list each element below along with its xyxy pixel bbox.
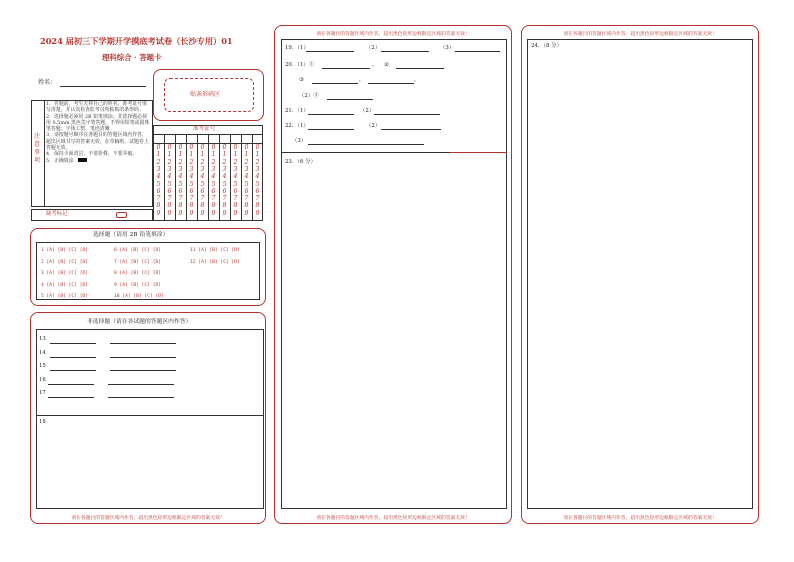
exam-digit-bubble[interactable]: 8 (255, 202, 260, 210)
q21-1-blank[interactable] (308, 114, 354, 115)
notes-list (46, 101, 150, 164)
exam-digit-bubble[interactable]: 2 (178, 158, 183, 166)
note-item-1: 1．答题前，考生先将自己的姓名、准考证号填写清楚，并认真检查监考员所粘贴的条形码； (46, 101, 147, 114)
notes-heading: 注意事项 (34, 133, 41, 164)
exam-digit-bubble[interactable]: 0 (211, 144, 216, 151)
exam-digit-bubble[interactable]: 0 (156, 144, 161, 151)
exam-digit-bubble[interactable]: 9 (189, 209, 194, 217)
exam-digit-bubble[interactable]: 6 (167, 187, 172, 195)
exam-digit-bubble[interactable]: 8 (156, 202, 161, 210)
exam-digit-bubble[interactable]: 8 (189, 202, 194, 210)
choice-row[interactable]: 6 [A] [B] [C] [D] (114, 248, 162, 253)
exam-digit-bubble[interactable]: 0 (222, 144, 227, 151)
exam-digit-bubble[interactable]: 5 (255, 180, 260, 188)
filled-mark-sample (78, 158, 87, 162)
q20-2-blank[interactable] (396, 68, 444, 69)
absent-mark-label: 缺考标记 (46, 211, 68, 217)
fill-number: 14 (39, 349, 46, 356)
q18-number: 18 (39, 419, 46, 425)
q19-1-blank[interactable] (306, 51, 354, 52)
exam-number-label: 准考证号 (193, 126, 216, 132)
note-item-5-text: 5．正确填涂 (46, 157, 74, 164)
exam-digit-bubble[interactable]: 4 (244, 173, 249, 181)
absent-mark-checkbox[interactable] (116, 212, 127, 218)
exam-digit-bubble[interactable]: 1 (178, 151, 183, 159)
fill-blank[interactable] (110, 370, 176, 371)
exam-digit-bubble[interactable]: 2 (156, 158, 161, 166)
nonchoice-title: 非选择题（请在各试题的答题区内作答） (87, 319, 192, 325)
q20-circle2: ② (384, 62, 389, 68)
exam-digit-bubble[interactable]: 8 (244, 202, 249, 210)
fill-number: 13 (39, 336, 46, 342)
choice-row[interactable]: 1 [A] [B] [C] [D] (41, 248, 89, 253)
exam-digit-bubble[interactable]: 8 (178, 202, 183, 210)
q22-2-label: （2） (366, 123, 381, 129)
exam-digit-bubble[interactable]: 1 (244, 151, 249, 159)
notice-col2-top: 请在各题目的答题区域内作答，超出黑色矩形边框限定区域的答案无效！ (316, 32, 470, 37)
exam-digit-bubble[interactable]: 1 (255, 151, 260, 159)
exam-digit-bubble[interactable]: 0 (189, 144, 194, 151)
q20-4-blank[interactable] (327, 99, 373, 100)
fill-blank[interactable] (110, 357, 176, 358)
exam-digit-bubble[interactable]: 7 (156, 195, 161, 203)
q20-label: 20．（1）① (285, 62, 315, 68)
exam-digit-bubble[interactable]: 6 (222, 187, 227, 195)
exam-digit-bubble[interactable]: 0 (255, 144, 260, 151)
q22-label: 22．（1） (285, 123, 309, 129)
exam-digit-bubble[interactable]: 0 (167, 144, 172, 151)
exam-digit-bubble[interactable]: 9 (211, 209, 216, 217)
exam-digit-bubble[interactable]: 4 (255, 173, 260, 181)
note-item-3: 3．请按题号顺序在各题目的答题区域内作答，超出区域书写的答案无效；在草稿纸、试题卷上答题无效。 (46, 132, 149, 152)
barcode-label: 贴条形码区 (190, 91, 221, 98)
exam-digit-bubble[interactable]: 2 (211, 158, 216, 166)
exam-digit-bubble[interactable]: 9 (222, 209, 227, 217)
q20-comma: ， (372, 62, 378, 68)
exam-digit-bubble[interactable]: 8 (222, 202, 227, 210)
exam-digit-bubble[interactable]: 5 (211, 180, 216, 188)
exam-digit-bubble[interactable]: 7 (167, 195, 172, 203)
exam-digit-bubble[interactable]: 3 (244, 165, 249, 173)
exam-digit-bubble[interactable]: 7 (200, 195, 205, 203)
q19-3-label: （3） (440, 45, 455, 51)
exam-digit-bubble[interactable]: 8 (211, 202, 216, 210)
column2-answer-area (281, 39, 507, 509)
exam-digit-bubble[interactable]: 9 (244, 209, 249, 217)
exam-digit-bubble[interactable]: 5 (222, 180, 227, 188)
exam-digit-bubble[interactable]: 9 (255, 209, 260, 217)
exam-digit-bubble[interactable]: 6 (255, 187, 260, 195)
exam-digit-bubble[interactable]: 6 (189, 187, 194, 195)
choice-row[interactable]: 9 [A] [B] [C] [D] (114, 282, 162, 288)
notes-divider (44, 100, 45, 207)
exam-digit-bubble[interactable]: 9 (178, 209, 183, 217)
q18-divider (36, 415, 264, 416)
exam-digit-bubble[interactable]: 5 (189, 180, 194, 188)
column3-answer-area (527, 39, 753, 509)
q19-3-blank[interactable] (455, 51, 500, 52)
exam-digit-bubble[interactable]: 2 (167, 158, 172, 166)
choice-row[interactable]: 11 [A] [B] [C] [D] (190, 248, 240, 253)
exam-digit-bubble[interactable]: 1 (233, 151, 238, 159)
exam-digit-bubble[interactable]: 6 (200, 187, 205, 195)
exam-digit-bubble[interactable]: 3 (167, 165, 172, 173)
exam-digit-bubble[interactable]: 6 (178, 187, 183, 195)
note-item-4: 4．保持卡面清洁，不要折叠、不要弄破。 (46, 151, 138, 158)
q20-3a-blank[interactable] (312, 83, 358, 84)
choice-row[interactable]: 10 [A] [B] [C] [D] (114, 294, 164, 299)
exam-digit-bubble[interactable]: 1 (167, 151, 172, 159)
exam-digit-bubble[interactable]: 1 (200, 151, 205, 159)
exam-digit-bubble[interactable]: 9 (233, 209, 238, 217)
q23-label: 23．（6 分） (285, 159, 316, 165)
fill-blank[interactable] (108, 384, 174, 385)
exam-digit-bubble[interactable]: 7 (222, 195, 227, 203)
fill-blank[interactable] (50, 357, 96, 358)
exam-digit-bubble[interactable]: 8 (200, 202, 205, 210)
q20-3b-blank[interactable] (368, 83, 414, 84)
choice-row[interactable]: 3 [A] [B] [C] [D] (41, 271, 89, 276)
exam-digit-bubble[interactable]: 7 (255, 195, 260, 203)
notice-col2-bottom: 请在各题目的答题区域内作答，超出黑色矩形边框限定区域的答案无效！ (316, 516, 470, 521)
notice-col1: 请在各题目的答题区域内作答，超出黑色矩形边框限定区域的答案无效！ (71, 516, 225, 521)
fill-number: 17 (39, 390, 46, 396)
exam-digit-bubble[interactable]: 3 (233, 165, 238, 173)
choice-row[interactable]: 4 [A] [B] [C] [D] (41, 282, 89, 288)
page-title: 2024 届初三下学期开学摸底考试卷（长沙专用）01 (40, 36, 233, 46)
exam-digit-bubble[interactable]: 1 (222, 151, 227, 159)
exam-digit-bubble[interactable]: 5 (156, 180, 161, 188)
q20-1-blank[interactable] (322, 68, 370, 69)
exam-digit-bubble[interactable]: 6 (156, 187, 161, 195)
exam-digit-bubble[interactable]: 5 (244, 180, 249, 188)
exam-digit-bubble[interactable]: 8 (167, 202, 172, 210)
notice-col3-bottom: 请在各题目的答题区域内作答，超出黑色矩形边框限定区域的答案无效！ (563, 516, 717, 521)
exam-digit-bubble[interactable]: 3 (255, 165, 260, 173)
q20-2-label: （2）③ (299, 93, 319, 99)
exam-digit-bubble[interactable]: 3 (178, 165, 183, 173)
exam-digit-bubble[interactable]: 2 (189, 158, 194, 166)
choice-row[interactable]: 12 [A] [B] [C] [D] (190, 259, 240, 265)
exam-digit-bubble[interactable]: 4 (211, 173, 216, 181)
exam-digit-bubble[interactable]: 4 (222, 173, 227, 181)
fill-number: 15 (39, 363, 46, 369)
exam-digit-bubble[interactable]: 2 (200, 158, 205, 166)
exam-digit-bubble[interactable]: 5 (167, 180, 172, 188)
exam-digit-bubble[interactable]: 6 (233, 187, 238, 195)
exam-digit-bubble[interactable]: 5 (178, 180, 183, 188)
exam-digit-bubble[interactable]: 9 (156, 209, 161, 217)
q21-2-blank[interactable] (374, 114, 440, 115)
exam-digit-bubble[interactable]: 2 (244, 158, 249, 166)
exam-digit-bubble[interactable]: 4 (167, 173, 172, 181)
exam-digit-bubble[interactable]: 2 (222, 158, 227, 166)
exam-digit-bubble[interactable]: 7 (233, 195, 238, 203)
exam-digit-bubble[interactable]: 7 (244, 195, 249, 203)
exam-digit-bubble[interactable]: 3 (222, 165, 227, 173)
q22-2-blank[interactable] (381, 129, 441, 130)
fill-blank[interactable] (110, 343, 176, 344)
q20-comma-3: ， (414, 77, 420, 83)
q22-1-blank[interactable] (308, 129, 354, 130)
choice-row[interactable]: 2 [A] [B] [C] [D] (41, 259, 89, 265)
notice-col3-top: 请在各题目的答题区域内作答，超出黑色矩形边框限定区域的答案无效！ (563, 32, 717, 37)
q24-label: 24．（8 分） (531, 43, 562, 49)
choice-row[interactable]: 5 [A] [B] [C] [D] (41, 294, 89, 299)
exam-digit-bubble[interactable]: 6 (244, 187, 249, 195)
q19-label: 19．（1） (285, 45, 309, 51)
choice-title: 选择题（请用 2B 铅笔填涂） (93, 232, 169, 238)
exam-digit-bubble[interactable]: 4 (156, 173, 161, 181)
fill-blank[interactable] (50, 370, 96, 371)
page-subtitle: 理科综合 · 答题卡 (102, 53, 162, 62)
choice-row[interactable]: 7 [A] [B] [C] [D] (114, 259, 162, 265)
exam-digit-bubble[interactable]: 7 (178, 195, 183, 203)
exam-digit-bubble[interactable]: 3 (211, 165, 216, 173)
fill-blank[interactable] (50, 343, 96, 344)
choice-row[interactable]: 8 [A] [B] [C] [D] (114, 271, 162, 276)
exam-digit-bubble[interactable]: 0 (233, 144, 238, 151)
exam-digit-bubble[interactable]: 3 (189, 165, 194, 173)
exam-digit-bubble[interactable]: 4 (233, 173, 238, 181)
exam-digit-bubble[interactable]: 4 (189, 173, 194, 181)
exam-digit-bubble[interactable]: 1 (189, 151, 194, 159)
exam-digit-bubble[interactable]: 6 (211, 187, 216, 195)
name-label: 姓名： (38, 79, 57, 86)
exam-digit-bubble[interactable]: 1 (211, 151, 216, 159)
q22-3-blank[interactable] (308, 144, 424, 145)
exam-digit-bubble[interactable]: 7 (189, 195, 194, 203)
fill-blank[interactable] (108, 397, 174, 398)
exam-digit-bubble[interactable]: 5 (233, 180, 238, 188)
exam-digit-bubble[interactable]: 8 (233, 202, 238, 210)
q19-2-blank[interactable] (381, 51, 429, 52)
exam-digit-bubble[interactable]: 0 (244, 144, 249, 151)
exam-digit-bubble[interactable]: 0 (200, 144, 205, 151)
name-field[interactable] (60, 86, 146, 87)
exam-digit-bubble[interactable]: 1 (156, 151, 161, 159)
note-item-2: 2．选择题必须用 2B 铅笔填涂；非选择题必须用 0.5mm 黑色签字笔答题，不得用铅笔或圆珠笔答题；字体工整、笔迹清晰。 (46, 113, 150, 133)
exam-digit-bubble[interactable]: 3 (200, 165, 205, 173)
exam-digit-bubble[interactable]: 9 (167, 209, 172, 217)
q19-2-label: （2） (366, 45, 381, 51)
exam-digit-bubble[interactable]: 9 (200, 209, 205, 217)
q20-circle3: ③ (299, 77, 304, 83)
exam-digit-bubble[interactable]: 5 (200, 180, 205, 188)
q20-comma-2: ， (359, 77, 365, 83)
note-item-5 (46, 158, 150, 164)
exam-digit-bubble[interactable]: 0 (178, 144, 183, 151)
fill-number: 16 (39, 376, 46, 383)
q23-red-rule (450, 152, 507, 153)
exam-digit-bubble[interactable]: 3 (156, 165, 161, 173)
fill-blank[interactable] (48, 384, 94, 385)
exam-digit-bubble[interactable]: 4 (200, 173, 205, 181)
q22-3-label: （3） (292, 138, 307, 144)
fill-blank[interactable] (48, 397, 94, 398)
exam-digit-bubble[interactable]: 2 (233, 158, 238, 166)
q21-label: 21．（1） (285, 108, 309, 114)
exam-digit-bubble[interactable]: 4 (178, 173, 183, 181)
q21-2-label: （2） (360, 108, 375, 114)
exam-digit-bubble[interactable]: 7 (211, 195, 216, 203)
exam-digit-bubble[interactable]: 2 (255, 158, 260, 166)
